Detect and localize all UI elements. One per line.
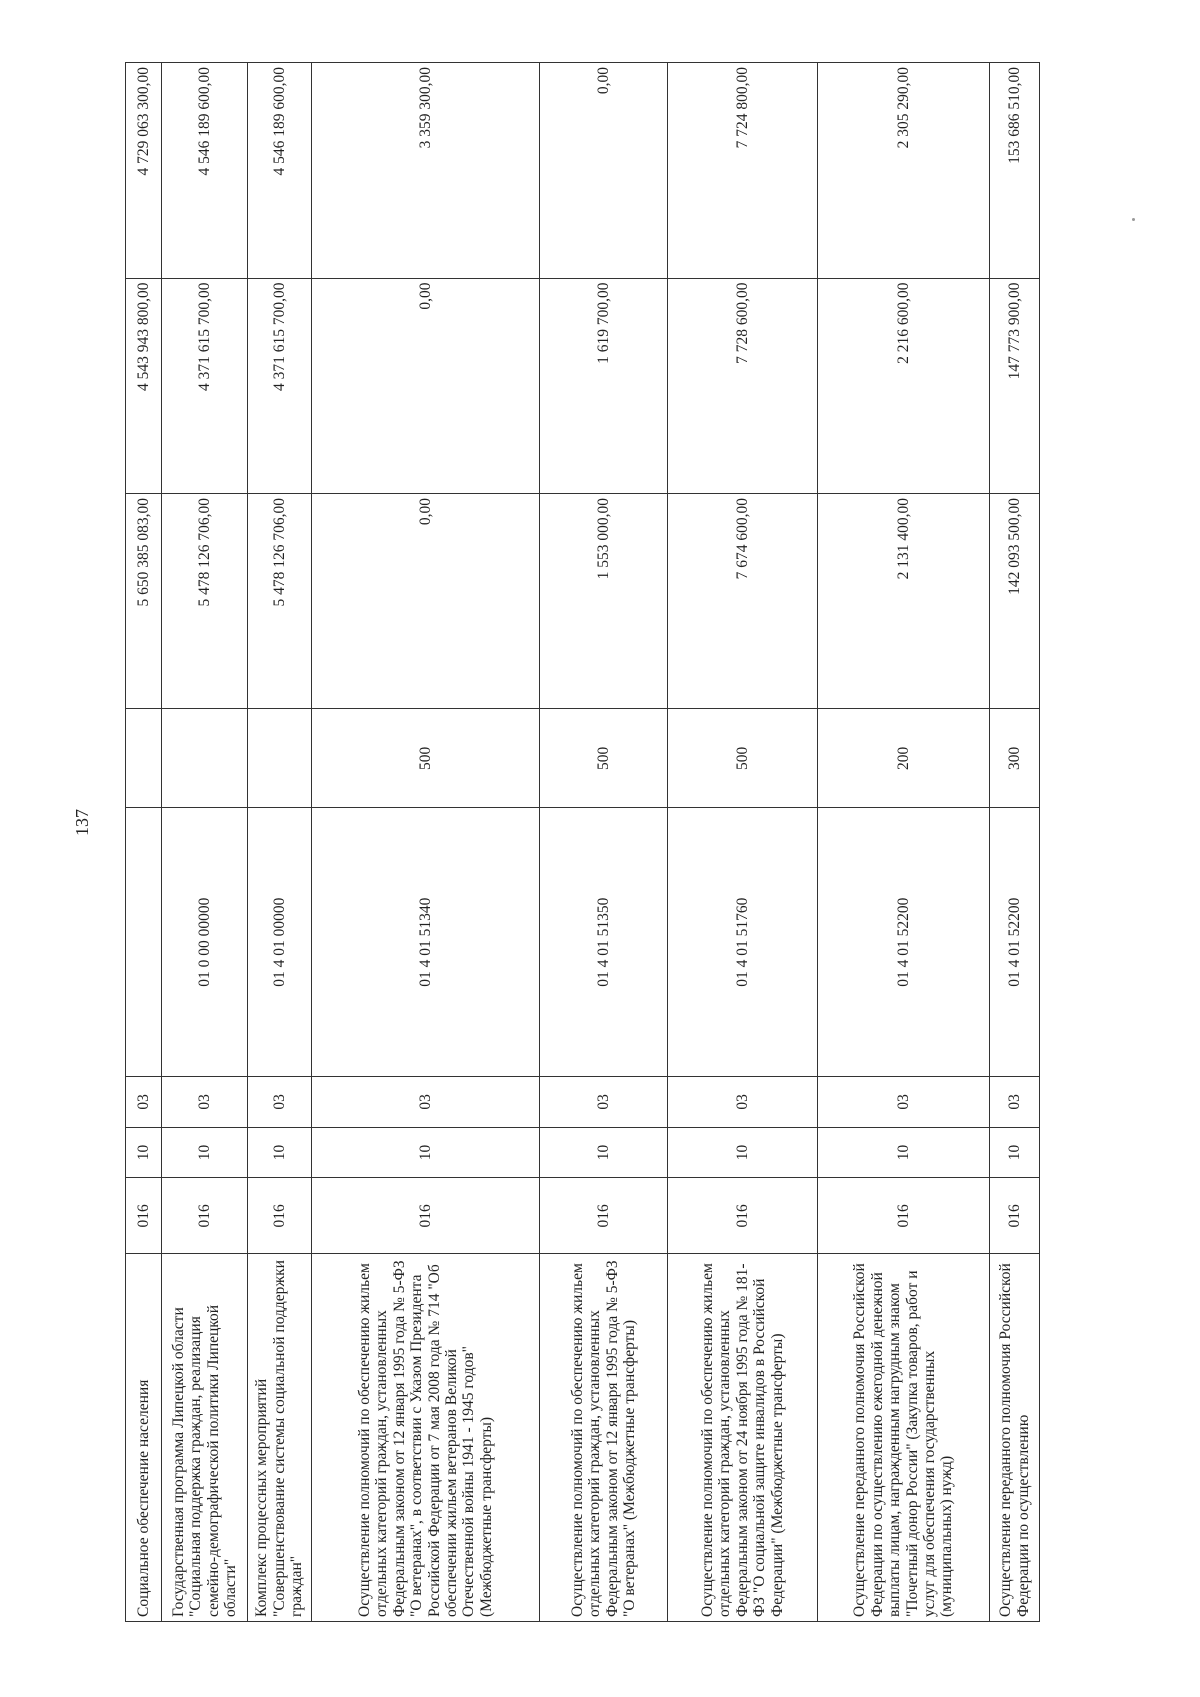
subsection-code: 03: [312, 1077, 540, 1128]
row-name: Осуществление полномочий по обеспечению жильем отдельных категорий граждан, установленных Федеральным законом от 24 ноября 1995 года № 181-ФЗ "О социальной защите инвалидов в Российской Федерации" (Межбюджетные трансферты): [668, 1254, 818, 1622]
rotated-table-frame: [125, 62, 1040, 1622]
sum-year-1: 7 674 600,00: [668, 493, 818, 708]
sum-year-2: 147 773 900,00: [990, 278, 1040, 493]
target-code: [126, 808, 162, 1077]
section-code: 10: [818, 1127, 990, 1178]
subsection-code: 03: [818, 1077, 990, 1128]
sum-year-3: 4 546 189 600,00: [248, 63, 312, 279]
sum-year-1: 5 478 126 706,00: [162, 493, 248, 708]
section-code: 10: [668, 1127, 818, 1178]
ministry-code: 016: [248, 1178, 312, 1254]
sum-year-2: 7 728 600,00: [668, 278, 818, 493]
subsection-code: 03: [990, 1077, 1040, 1128]
expense-type-code: [162, 709, 248, 808]
target-code: 01 4 01 51350: [540, 808, 668, 1077]
row-name: Государственная программа Липецкой области "Социальная поддержка граждан, реализация семейно-демографической политики Липецкой области": [162, 1254, 248, 1622]
sum-year-2: 2 216 600,00: [818, 278, 990, 493]
sum-year-2: 4 543 943 800,00: [126, 278, 162, 493]
scan-speck: [1132, 218, 1135, 221]
table-row: [248, 63, 312, 1622]
subsection-code: 03: [540, 1077, 668, 1128]
sum-year-1: 1 553 000,00: [540, 493, 668, 708]
ministry-code: 016: [126, 1178, 162, 1254]
ministry-code: 016: [312, 1178, 540, 1254]
expense-type-code: 200: [818, 709, 990, 808]
page-number: 137: [72, 809, 92, 836]
section-code: 10: [162, 1127, 248, 1178]
table-row: [818, 63, 990, 1622]
sum-year-2: 0,00: [312, 278, 540, 493]
ministry-code: 016: [990, 1178, 1040, 1254]
row-name: Осуществление полномочий по обеспечению жильем отдельных категорий граждан, установленных Федеральным законом от 12 января 1995 года № 5-ФЗ "О ветеранах" (Межбюджетные трансферты): [540, 1254, 668, 1622]
target-code: 01 4 01 51760: [668, 808, 818, 1077]
row-name: Осуществление переданного полномочия Российской Федерации по осуществлению ежегодной денежной выплаты лицам, награжденным нагрудным знаком "Почетный донор России" (Закупка товаров, работ и услуг для обеспечения государственных (муниципальных) нужд): [818, 1254, 990, 1622]
section-code: 10: [540, 1127, 668, 1178]
row-name: Комплекс процессных мероприятий "Совершенствование системы социальной поддержки граждан": [248, 1254, 312, 1622]
sum-year-3: 4 729 063 300,00: [126, 63, 162, 279]
table-row: [990, 63, 1040, 1622]
sum-year-3: 7 724 800,00: [668, 63, 818, 279]
ministry-code: 016: [162, 1178, 248, 1254]
expense-type-code: 500: [540, 709, 668, 808]
sum-year-3: 2 305 290,00: [818, 63, 990, 279]
sum-year-3: 3 359 300,00: [312, 63, 540, 279]
sum-year-1: 2 131 400,00: [818, 493, 990, 708]
sum-year-1: 5 478 126 706,00: [248, 493, 312, 708]
target-code: 01 4 01 00000: [248, 808, 312, 1077]
section-code: 10: [248, 1127, 312, 1178]
row-name: Осуществление переданного полномочия Российской Федерации по осуществлению: [990, 1254, 1040, 1622]
table-row: [162, 63, 248, 1622]
target-code: 01 4 01 52200: [990, 808, 1040, 1077]
sum-year-1: 5 650 385 083,00: [126, 493, 162, 708]
expense-type-code: 300: [990, 709, 1040, 808]
subsection-code: 03: [248, 1077, 312, 1128]
table-row: [668, 63, 818, 1622]
sum-year-3: 0,00: [540, 63, 668, 279]
row-name: Социальное обеспечение населения: [126, 1254, 162, 1622]
subsection-code: 03: [126, 1077, 162, 1128]
sum-year-1: 142 093 500,00: [990, 493, 1040, 708]
ministry-code: 016: [540, 1178, 668, 1254]
table-row: [540, 63, 668, 1622]
target-code: 01 4 01 51340: [312, 808, 540, 1077]
sum-year-2: 4 371 615 700,00: [162, 278, 248, 493]
expense-type-code: [248, 709, 312, 808]
target-code: 01 4 01 52200: [818, 808, 990, 1077]
ministry-code: 016: [668, 1178, 818, 1254]
section-code: 10: [126, 1127, 162, 1178]
subsection-code: 03: [162, 1077, 248, 1128]
target-code: 01 0 00 00000: [162, 808, 248, 1077]
row-name: Осуществление полномочий по обеспечению жильем отдельных категорий граждан, установленных Федеральным законом от 12 января 1995 года № 5-ФЗ "О ветеранах", в соответствии с Указом Президента Российской Федерации от 7 мая 2008 года № 714 "Об обеспечении жильем ветеранов Великой Отечественной войны 1941 - 1945 годов" (Межбюджетные трансферты): [312, 1254, 540, 1622]
sum-year-2: 4 371 615 700,00: [248, 278, 312, 493]
expense-type-code: 500: [668, 709, 818, 808]
expense-type-code: [126, 709, 162, 808]
sum-year-2: 1 619 700,00: [540, 278, 668, 493]
sum-year-3: 4 546 189 600,00: [162, 63, 248, 279]
budget-table: [125, 62, 1040, 1622]
table-row: [126, 63, 162, 1622]
expense-type-code: 500: [312, 709, 540, 808]
table-row: [312, 63, 540, 1622]
subsection-code: 03: [668, 1077, 818, 1128]
sum-year-1: 0,00: [312, 493, 540, 708]
section-code: 10: [990, 1127, 1040, 1178]
section-code: 10: [312, 1127, 540, 1178]
ministry-code: 016: [818, 1178, 990, 1254]
sum-year-3: 153 686 510,00: [990, 63, 1040, 279]
